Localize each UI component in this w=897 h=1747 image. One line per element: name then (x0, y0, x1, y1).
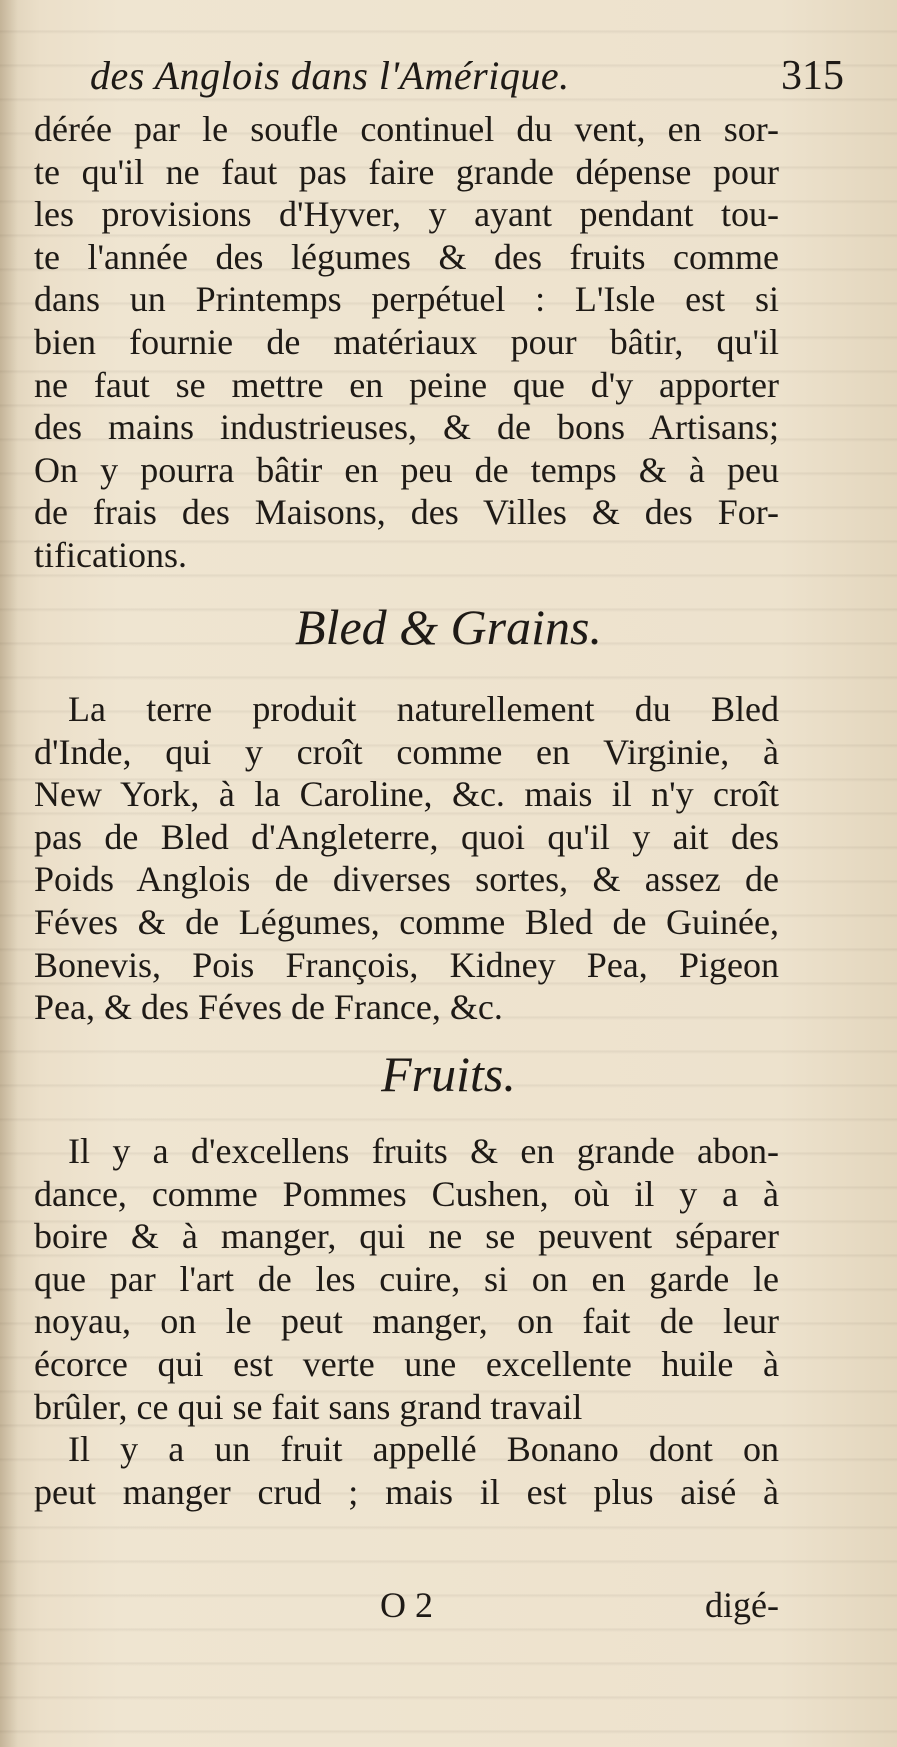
text-line: tifications. (34, 534, 187, 575)
text-line: Bonevis, Pois François, Kidney Pea, Pigeon (34, 944, 779, 985)
running-head: des Anglois dans l'Amérique. (90, 53, 570, 98)
text-line: dans un Printemps perpétuel : L'Isle est si (34, 279, 779, 320)
paragraph-fruits (34, 1130, 779, 1513)
page-number: 315 (781, 53, 844, 99)
text-line: New York, à la Caroline, &c. mais il n'y croît (34, 774, 779, 815)
text-line: Féves & de Légumes, comme Bled de Guinée, (34, 901, 779, 942)
text-line: noyau, on le peut manger, on fait de leur (34, 1301, 779, 1342)
text-line: dance, comme Pommes Cushen, où il y a à (34, 1173, 779, 1214)
signature-mark: O 2 (380, 1585, 433, 1625)
text-line: des mains industrieuses, & de bons Artisans; (34, 407, 779, 448)
section-heading-bled-grains: Bled & Grains. (295, 599, 602, 655)
text-line: les provisions d'Hyver, y ayant pendant tou- (34, 194, 779, 235)
text-line: La terre produit naturellement du Bled (68, 689, 779, 729)
page-header (90, 52, 850, 108)
text-line: écorce qui est verte une excellente huile à (34, 1343, 779, 1384)
text-line: te l'année des légumes & des fruits comme (34, 236, 779, 277)
text-line: Poids Anglois de diverses sortes, & assez de (34, 859, 779, 900)
text-line: de frais des Maisons, des Villes & des For- (34, 492, 779, 533)
text-line: dérée par le soufle continuel du vent, en sor- (34, 109, 779, 149)
text-line: boire & à manger, qui ne se peuvent séparer (34, 1216, 779, 1257)
text-line: ne faut se mettre en peine que d'y apporter (34, 364, 779, 405)
text-line: pas de Bled d'Angleterre, quoi qu'il y ait des (34, 816, 779, 857)
text-line: que par l'art de les cuire, si on en garde le (34, 1258, 779, 1299)
text-line: d'Inde, qui y croît comme en Virginie, à (34, 731, 779, 772)
paragraph-intro (34, 108, 779, 577)
text-line: Il y a d'excellens fruits & en grande abon- (68, 1131, 779, 1171)
text-line: Il y a un fruit appellé Bonano dont on (68, 1429, 779, 1470)
page-footer (34, 1584, 779, 1634)
section-heading-fruits: Fruits. (381, 1046, 516, 1102)
catchword: digé- (705, 1585, 779, 1625)
text-line: peut manger crud ; mais il est plus aisé à (34, 1471, 779, 1512)
page-gutter-shadow (0, 0, 18, 1747)
paragraph-bled-grains (34, 688, 779, 1029)
text-line: te qu'il ne faut pas faire grande dépense pour (34, 151, 779, 192)
text-line: Pea, & des Féves de France, &c. (34, 987, 503, 1028)
text-line: On y pourra bâtir en peu de temps & à peu (34, 449, 779, 490)
text-line: bien fournie de matériaux pour bâtir, qu'il (34, 321, 779, 362)
text-line: brûler, ce qui se fait sans grand travail (34, 1386, 583, 1427)
